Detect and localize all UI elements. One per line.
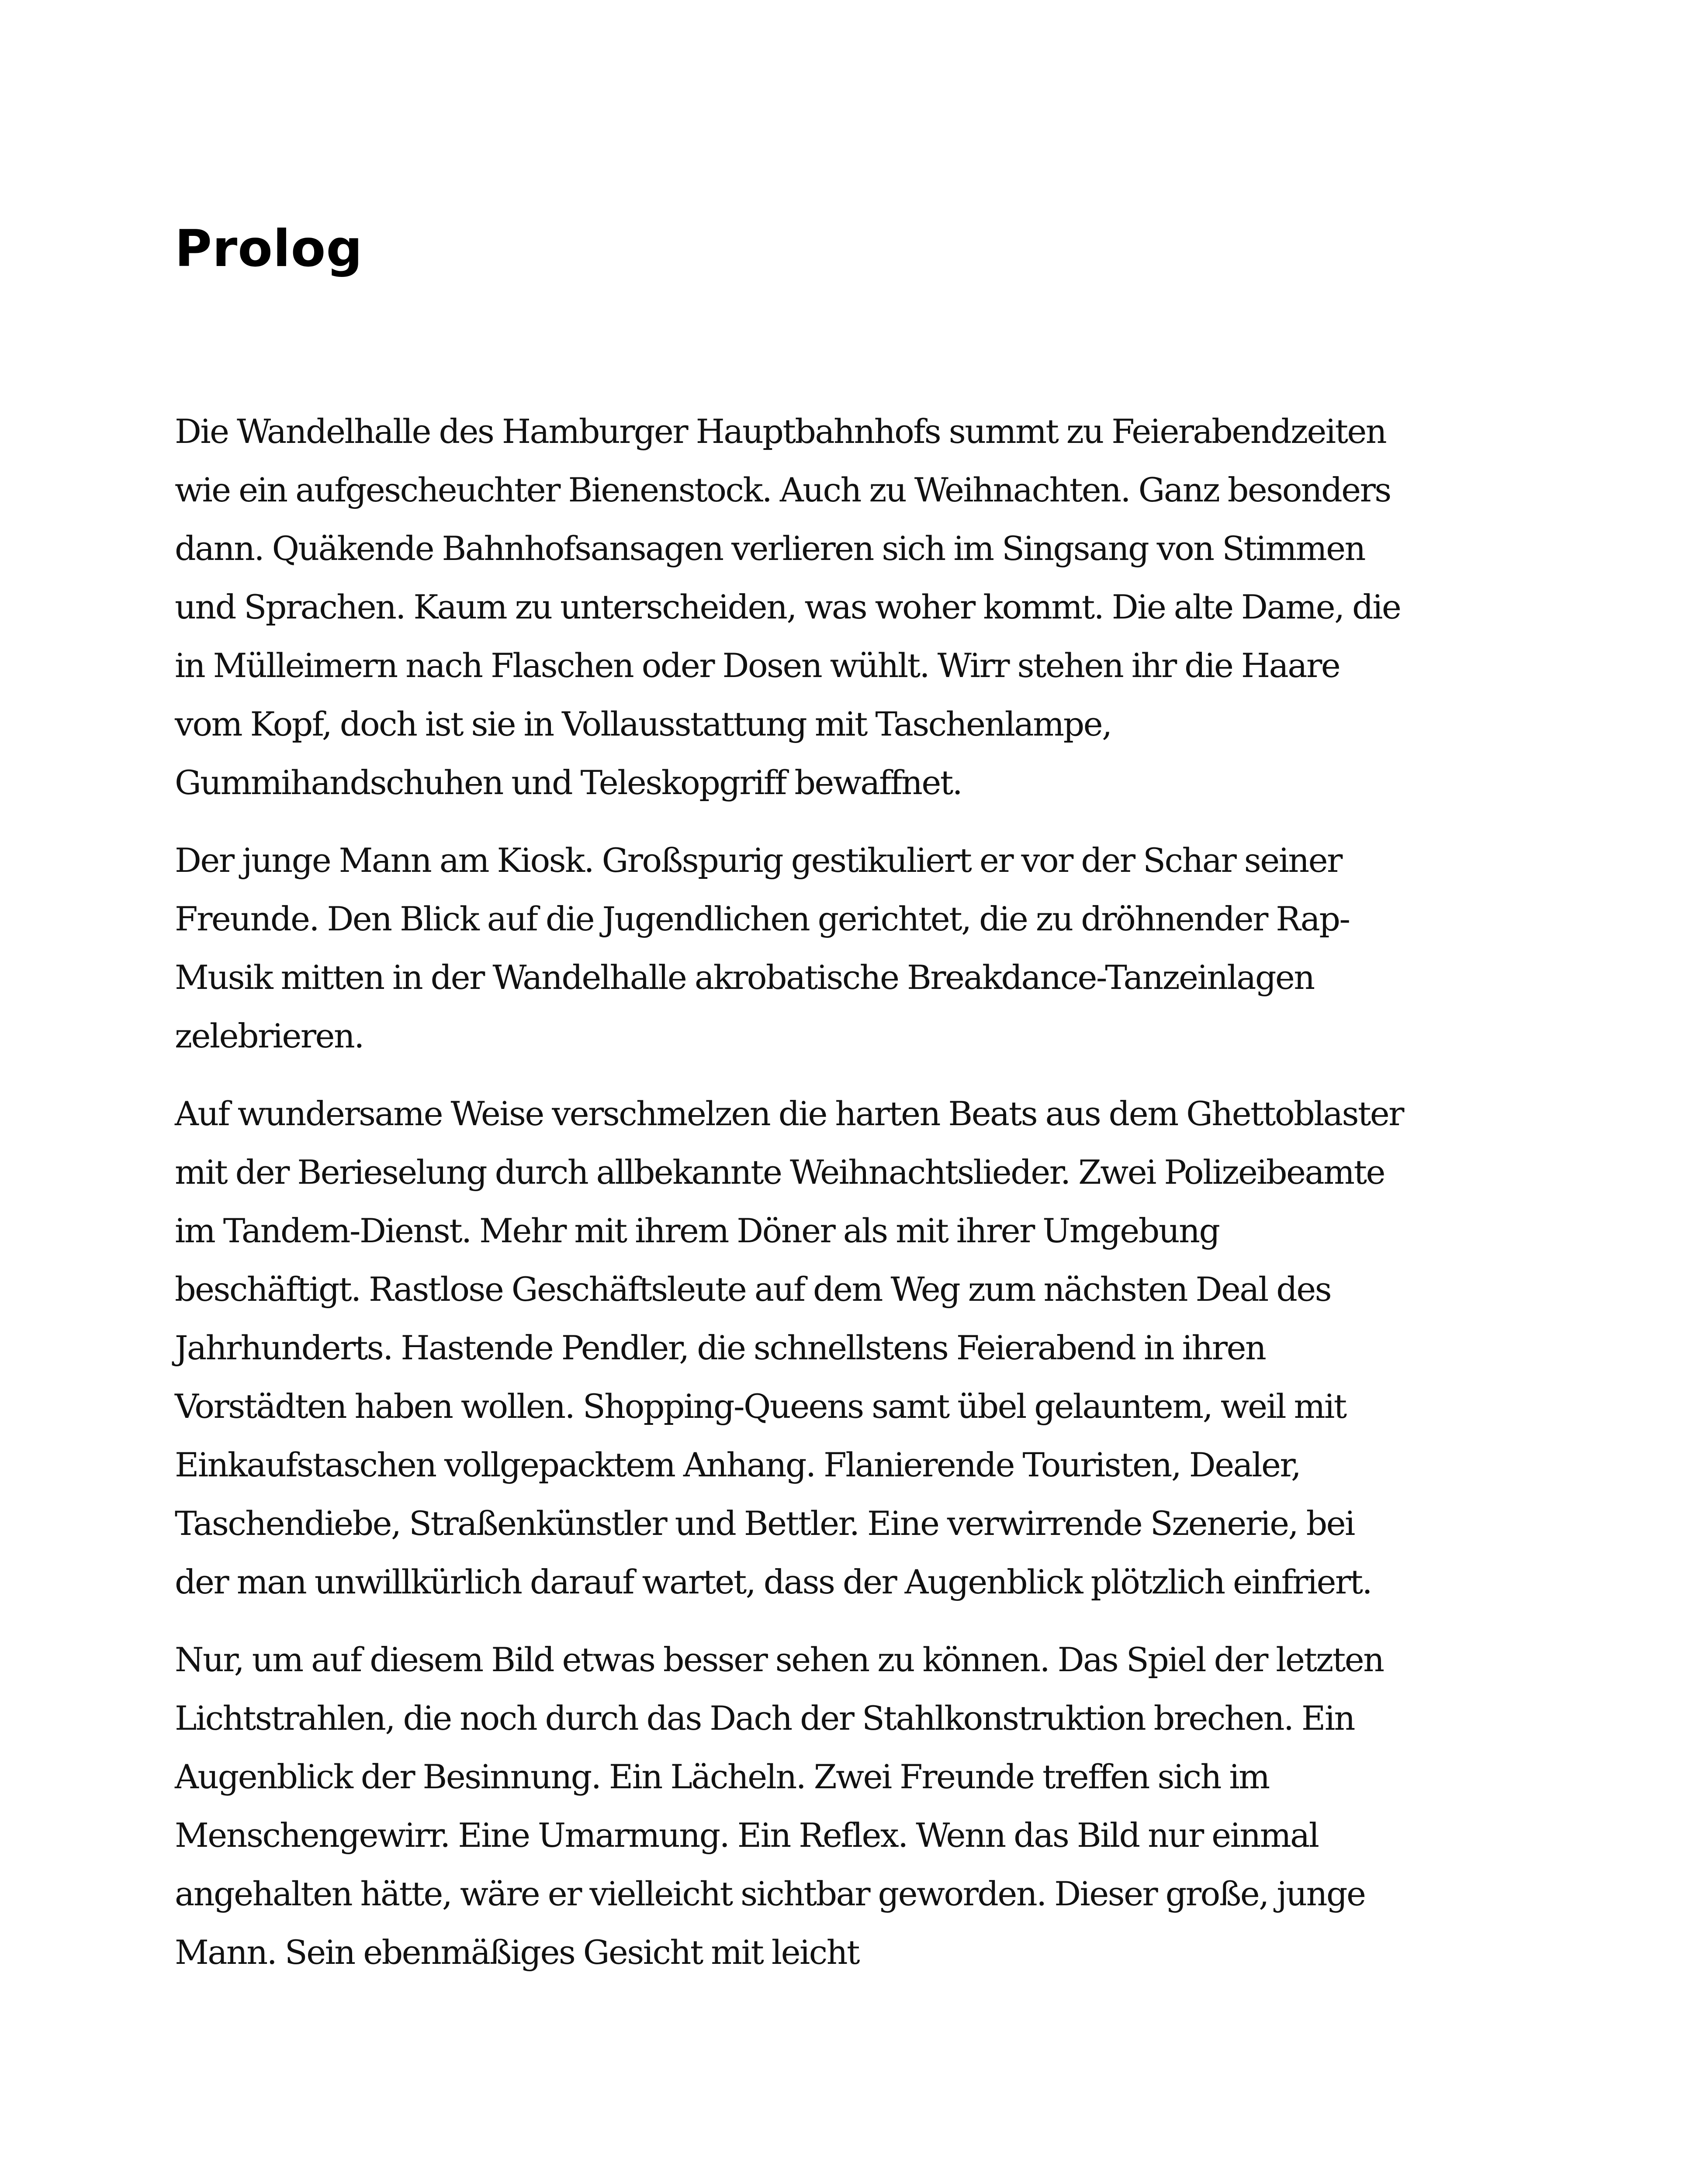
paragraph-2: Der junge Mann am Kiosk. Großspurig gestikuliert er vor der Schar seiner Freunde. Den Blick auf die Jugendlichen gerichtet, die zu dröhnender Rap-Musik mitten in der Wandelhalle akrobatische Breakdance-Tanzeinlagen zelebrieren. [175,841,1350,1056]
page-content [175,218,1411,2001]
paragraph-1: Die Wandelhalle des Hamburger Hauptbahnhofs summt zu Feierabendzeiten wie ein aufgescheuchter Bienenstock. Auch zu Weihnachten. Ganz besonders dann. Quäkende Bahnhofsansagen verlieren sich im Singsang von Stimmen und Sprachen. Kaum zu unterscheiden, was woher kommt. Die alte Dame, die in Mülleimern nach Flaschen oder Dosen wühlt. Wirr stehen ihr die Haare vom Kopf, doch ist sie in Vollausstattung mit Taschenlampe, Gummihandschuhen und Teleskopgriff bewaffnet. [175,412,1401,802]
chapter-title: Prolog [175,219,363,278]
paragraph-4: Nur, um auf diesem Bild etwas besser sehen zu können. Das Spiel der letzten Lichtstrahlen, die noch durch das Dach der Stahlkonstruktion brechen. Ein Augenblick der Besinnung. Ein Lächeln. Zwei Freunde treffen sich im Menschengewirr. Eine Umarmung. Ein Reflex. Wenn das Bild nur einmal angehalten hätte, wäre er vielleicht sichtbar geworden. Dieser große, junge Mann. Sein ebenmäßiges Gesicht mit leicht [175,1640,1384,1972]
paragraph-3: Auf wundersame Weise verschmelzen die harten Beats aus dem Ghettoblaster mit der Berieselung durch allbekannte Weihnachtslieder. Zwei Polizeibeamte im Tandem-Dienst. Mehr mit ihrem Döner als mit ihrer Umgebung beschäftigt. Rastlose Geschäftsleute auf dem Weg zum nächsten Deal des Jahrhunderts. Hastende Pendler, die schnellstens Feierabend in ihren Vorstädten haben wollen. Shopping-Queens samt übel gelauntem, weil mit Einkaufstaschen vollgepacktem Anhang. Flanierende Touristen, Dealer, Taschendiebe, Straßenkünstler und Bettler. Eine verwirrende Szenerie, bei der man unwillkürlich darauf wartet, dass der Augenblick plötzlich einfriert. [175,1094,1403,1602]
